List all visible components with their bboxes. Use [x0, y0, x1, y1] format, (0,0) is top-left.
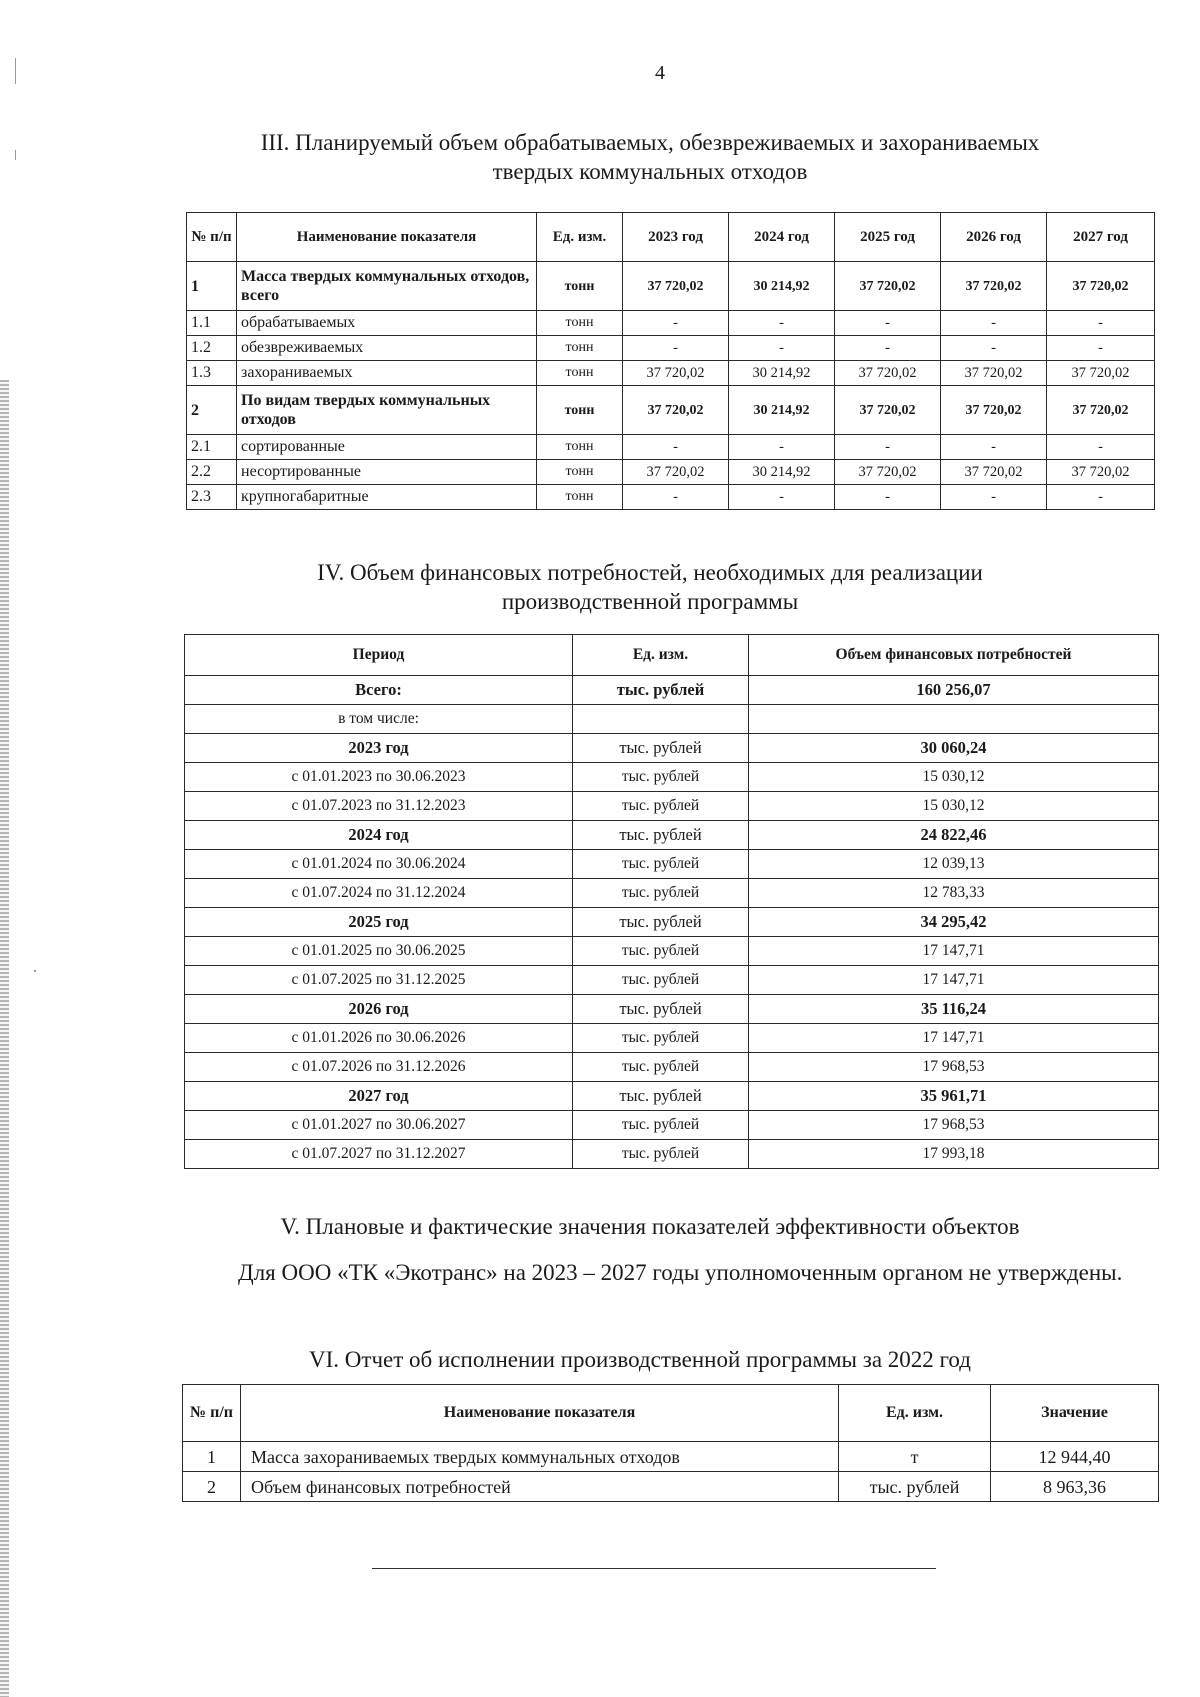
scan-mark	[34, 970, 36, 972]
header-name: Наименование показателя	[237, 213, 537, 262]
header-unit: Ед. изм.	[573, 635, 749, 676]
row-period: с 01.07.2025 по 31.12.2025	[185, 966, 573, 995]
section-4-title-line-1: IV. Объем финансовых потребностей, необходимых для реализации	[317, 560, 983, 585]
row-unit: тонн	[537, 435, 623, 460]
row-value: 37 720,02	[835, 361, 941, 386]
row-value: 37 720,02	[623, 262, 729, 311]
section-6-title: VI. Отчет об исполнении производственной программы за 2022 год	[309, 1347, 971, 1372]
row-period: с 01.01.2023 по 30.06.2023	[185, 763, 573, 792]
row-value: 17 147,71	[749, 1024, 1159, 1053]
total-period: Всего:	[185, 676, 573, 705]
row-value: 30 214,92	[729, 460, 835, 485]
row-value: 37 720,02	[941, 361, 1047, 386]
section-5-title: V. Плановые и фактические значения показателей эффективности объектов	[280, 1214, 1020, 1239]
table-row	[187, 262, 1155, 311]
row-value: 37 720,02	[941, 460, 1047, 485]
row-value: 30 214,92	[729, 361, 835, 386]
row-value: 37 720,02	[1047, 460, 1155, 485]
row-value: -	[1047, 311, 1155, 336]
row-period: 2026 год	[185, 995, 573, 1024]
row-value: 12 944,40	[991, 1442, 1159, 1472]
total-value: 160 256,07	[749, 676, 1159, 705]
row-unit: тыс. рублей	[573, 1111, 749, 1140]
row-value: -	[729, 435, 835, 460]
row-value: 17 968,53	[749, 1111, 1159, 1140]
table-row	[183, 1442, 1159, 1472]
financial-needs-table	[184, 634, 1159, 1169]
row-unit: тонн	[537, 386, 623, 435]
row-unit: тыс. рублей	[573, 1053, 749, 1082]
row-value: -	[623, 435, 729, 460]
row-num: 1.2	[187, 336, 237, 361]
section-4-title	[190, 558, 1110, 616]
footer-divider	[372, 1568, 936, 1569]
row-name: крупногабаритные	[237, 485, 537, 510]
row-unit: тыс. рублей	[573, 850, 749, 879]
header-value: Значение	[991, 1385, 1159, 1442]
row-value: 37 720,02	[623, 386, 729, 435]
section-3-title	[190, 128, 1110, 186]
row-value: 37 720,02	[1047, 361, 1155, 386]
period-row	[185, 763, 1159, 792]
row-name: обезвреживаемых	[237, 336, 537, 361]
row-name: Масса твердых коммунальных отходов, всего	[237, 262, 537, 311]
header-value: Объем финансовых потребностей	[749, 635, 1159, 676]
header-name: Наименование показателя	[241, 1385, 839, 1442]
table-row	[187, 311, 1155, 336]
header-year: 2027 год	[1047, 213, 1155, 262]
period-row	[185, 966, 1159, 995]
row-value: -	[1047, 435, 1155, 460]
row-value: -	[729, 311, 835, 336]
period-row	[185, 1053, 1159, 1082]
row-value: -	[835, 435, 941, 460]
row-period: с 01.01.2027 по 30.06.2027	[185, 1111, 573, 1140]
row-value: -	[835, 336, 941, 361]
row-unit: тыс. рублей	[839, 1472, 991, 1502]
row-value: 37 720,02	[1047, 262, 1155, 311]
row-name: обрабатываемых	[237, 311, 537, 336]
page-number: 4	[655, 62, 665, 84]
row-value: -	[941, 435, 1047, 460]
row-value: 37 720,02	[835, 262, 941, 311]
row-value: -	[1047, 336, 1155, 361]
period-row	[185, 1140, 1159, 1169]
scan-edge-artifact	[0, 380, 9, 1697]
row-value: 30 060,24	[749, 734, 1159, 763]
row-period: с 01.01.2024 по 30.06.2024	[185, 850, 573, 879]
row-unit: тонн	[537, 262, 623, 311]
row-unit: тыс. рублей	[573, 966, 749, 995]
period-row	[185, 937, 1159, 966]
including-label: в том числе:	[185, 705, 573, 734]
period-row	[185, 792, 1159, 821]
table-row	[187, 361, 1155, 386]
row-value: 35 116,24	[749, 995, 1159, 1024]
table-row	[187, 460, 1155, 485]
row-value: 8 963,36	[991, 1472, 1159, 1502]
row-num: 1	[187, 262, 237, 311]
row-value: 30 214,92	[729, 262, 835, 311]
table-row	[187, 485, 1155, 510]
row-value: -	[729, 485, 835, 510]
row-unit: тыс. рублей	[573, 821, 749, 850]
table-header-row	[183, 1385, 1159, 1442]
row-period: с 01.07.2027 по 31.12.2027	[185, 1140, 573, 1169]
row-value: -	[941, 485, 1047, 510]
year-row	[185, 734, 1159, 763]
row-value: -	[623, 311, 729, 336]
row-unit: тыс. рублей	[573, 763, 749, 792]
row-value: 35 961,71	[749, 1082, 1159, 1111]
row-name: захораниваемых	[237, 361, 537, 386]
empty-cell	[749, 705, 1159, 734]
row-value: -	[835, 311, 941, 336]
row-num: 1.3	[187, 361, 237, 386]
table-row	[187, 435, 1155, 460]
row-name: По видам твердых коммунальных отходов	[237, 386, 537, 435]
period-row	[185, 1024, 1159, 1053]
row-name: Масса захораниваемых твердых коммунальных отходов	[241, 1442, 839, 1472]
row-period: с 01.07.2024 по 31.12.2024	[185, 879, 573, 908]
row-period: 2024 год	[185, 821, 573, 850]
row-value: 37 720,02	[623, 361, 729, 386]
row-name: несортированные	[237, 460, 537, 485]
row-value: -	[941, 311, 1047, 336]
header-unit: Ед. изм.	[537, 213, 623, 262]
row-unit: тыс. рублей	[573, 908, 749, 937]
section-5-paragraph: Для ООО «ТК «Экотранс» на 2023 – 2027 годы уполномоченным органом не утверждены.	[238, 1260, 1123, 1285]
row-num: 2.3	[187, 485, 237, 510]
row-num: 1	[183, 1442, 241, 1472]
row-value: 37 720,02	[941, 386, 1047, 435]
header-num: № п/п	[183, 1385, 241, 1442]
section-4-title-line-2: производственной программы	[501, 589, 799, 614]
row-value: 24 822,46	[749, 821, 1159, 850]
year-row	[185, 821, 1159, 850]
row-num: 2	[183, 1472, 241, 1502]
row-name: сортированные	[237, 435, 537, 460]
row-value: 30 214,92	[729, 386, 835, 435]
row-period: с 01.01.2025 по 30.06.2025	[185, 937, 573, 966]
waste-volume-table	[186, 212, 1155, 510]
period-row	[185, 879, 1159, 908]
period-row	[185, 1111, 1159, 1140]
total-unit: тыс. рублей	[573, 676, 749, 705]
row-value: -	[623, 485, 729, 510]
row-unit: тыс. рублей	[573, 734, 749, 763]
row-period: 2025 год	[185, 908, 573, 937]
row-value: 34 295,42	[749, 908, 1159, 937]
row-name: Объем финансовых потребностей	[241, 1472, 839, 1502]
row-unit: тыс. рублей	[573, 792, 749, 821]
row-unit: тыс. рублей	[573, 1140, 749, 1169]
header-year: 2023 год	[623, 213, 729, 262]
row-value: -	[1047, 485, 1155, 510]
year-row	[185, 995, 1159, 1024]
row-unit: тонн	[537, 485, 623, 510]
row-unit: тыс. рублей	[573, 879, 749, 908]
row-value: -	[729, 336, 835, 361]
row-value: 37 720,02	[835, 386, 941, 435]
row-period: с 01.01.2026 по 30.06.2026	[185, 1024, 573, 1053]
year-row	[185, 908, 1159, 937]
header-year: 2026 год	[941, 213, 1047, 262]
row-unit: тыс. рублей	[573, 937, 749, 966]
row-value: 12 039,13	[749, 850, 1159, 879]
row-value: 17 147,71	[749, 937, 1159, 966]
row-value: 37 720,02	[941, 262, 1047, 311]
table-row	[183, 1472, 1159, 1502]
row-unit: тыс. рублей	[573, 995, 749, 1024]
row-period: с 01.07.2023 по 31.12.2023	[185, 792, 573, 821]
row-num: 1.1	[187, 311, 237, 336]
row-value: 17 968,53	[749, 1053, 1159, 1082]
row-num: 2	[187, 386, 237, 435]
row-unit: тонн	[537, 336, 623, 361]
row-value: 37 720,02	[623, 460, 729, 485]
scan-mark	[15, 150, 16, 160]
row-unit: тонн	[537, 460, 623, 485]
row-period: 2023 год	[185, 734, 573, 763]
row-unit: тонн	[537, 361, 623, 386]
section-3-title-line-2: твердых коммунальных отходов	[492, 159, 808, 184]
header-num: № п/п	[187, 213, 237, 262]
row-unit: тыс. рублей	[573, 1024, 749, 1053]
row-value: 12 783,33	[749, 879, 1159, 908]
row-num: 2.1	[187, 435, 237, 460]
program-report-table	[182, 1384, 1159, 1502]
row-value: 17 993,18	[749, 1140, 1159, 1169]
row-value: -	[623, 336, 729, 361]
row-value: 17 147,71	[749, 966, 1159, 995]
table-row	[187, 336, 1155, 361]
table-header-row	[187, 213, 1155, 262]
including-row	[185, 705, 1159, 734]
row-unit: тонн	[537, 311, 623, 336]
row-period: с 01.07.2026 по 31.12.2026	[185, 1053, 573, 1082]
header-period: Период	[185, 635, 573, 676]
period-row	[185, 850, 1159, 879]
empty-cell	[573, 705, 749, 734]
header-unit: Ед. изм.	[839, 1385, 991, 1442]
row-value: 37 720,02	[1047, 386, 1155, 435]
row-value: 37 720,02	[835, 460, 941, 485]
row-value: -	[835, 485, 941, 510]
table-row	[187, 386, 1155, 435]
header-year: 2025 год	[835, 213, 941, 262]
row-num: 2.2	[187, 460, 237, 485]
row-value: 15 030,12	[749, 792, 1159, 821]
row-unit: тыс. рублей	[573, 1082, 749, 1111]
section-3-title-line-1: III. Планируемый объем обрабатываемых, обезвреживаемых и захораниваемых	[260, 130, 1040, 155]
header-year: 2024 год	[729, 213, 835, 262]
total-row	[185, 676, 1159, 705]
row-unit: т	[839, 1442, 991, 1472]
table-header-row	[185, 635, 1159, 676]
year-row	[185, 1082, 1159, 1111]
row-period: 2027 год	[185, 1082, 573, 1111]
row-value: 15 030,12	[749, 763, 1159, 792]
row-value: -	[941, 336, 1047, 361]
